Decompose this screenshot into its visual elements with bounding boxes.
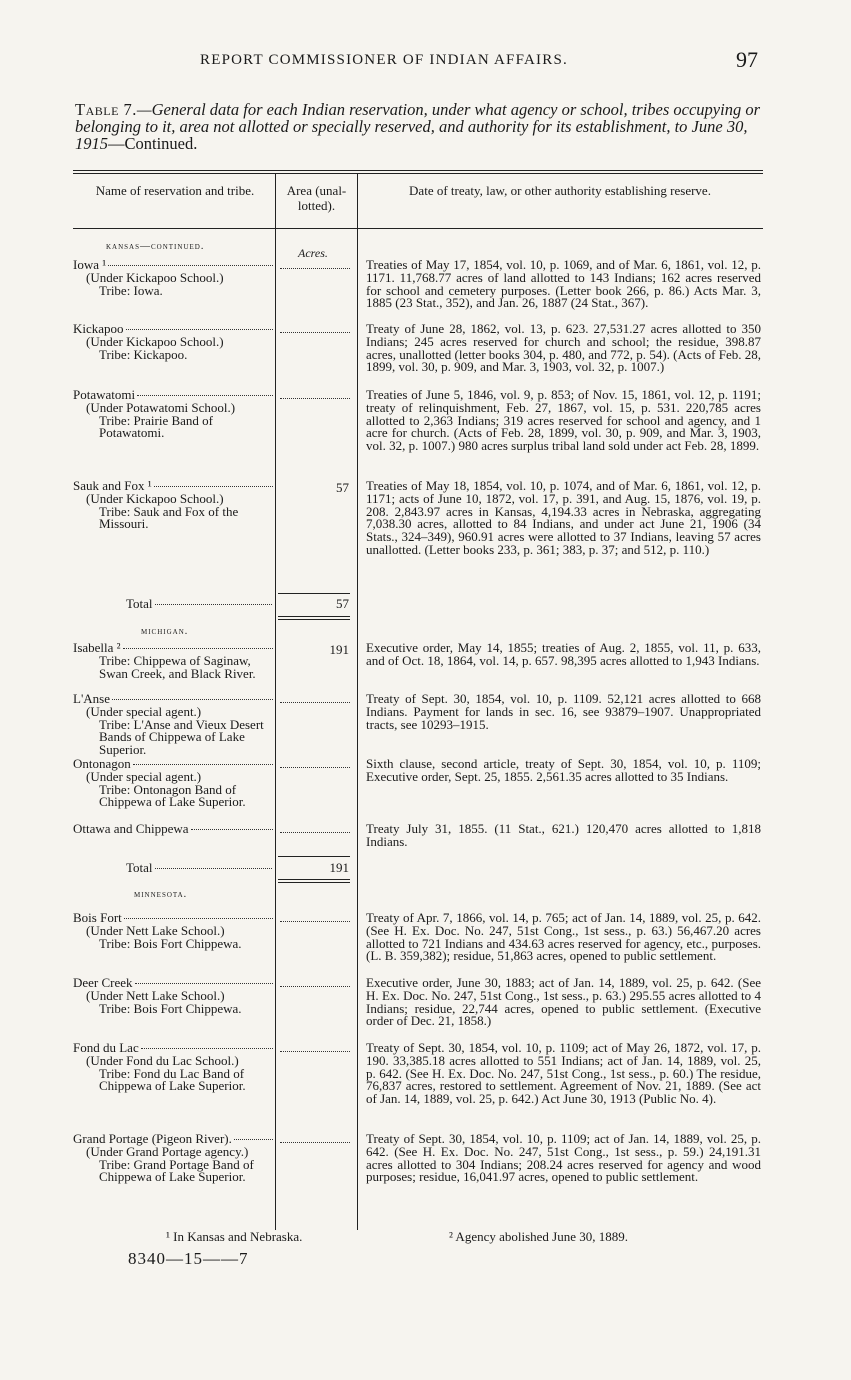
table-label: Table 7. xyxy=(75,100,137,119)
authority-text: Executive order, May 14, 1855; treaties of Aug. 2, 1855, vol. 11, p. 633, and of Oct. 18, 1864, vol. 14, p. 657. 98,395 acres allotted to 1,943 Indians. xyxy=(366,640,761,668)
area-leader-dots xyxy=(280,1142,350,1143)
running-head: REPORT COMMISSIONER OF INDIAN AFFAIRS. xyxy=(200,52,568,68)
reservation-name: Fond du Lac xyxy=(73,1040,139,1055)
agency-line: (Under Grand Portage agency.) xyxy=(86,1143,249,1159)
total-label xyxy=(126,596,272,612)
table-top-rule-2 xyxy=(73,173,763,174)
column-header-authority: Date of treaty, law, or other authority establishing reserve. xyxy=(409,183,711,198)
section-heading-michigan: michigan. xyxy=(141,626,189,637)
table-caption xyxy=(75,101,765,152)
agency-line: (Under special agent.) xyxy=(86,768,202,784)
total-label-text: Total xyxy=(126,860,153,875)
agency-line: (Under Potawatomi School.) xyxy=(86,399,236,415)
total-label-text: Total xyxy=(126,596,153,611)
tribe-line: Tribe: Bois Fort Chippewa. xyxy=(99,935,242,951)
reservation-entry xyxy=(73,977,273,1015)
area-leader-dots xyxy=(280,268,350,269)
area-leader-dots xyxy=(280,332,350,333)
authority-text: Treaty of June 28, 1862, vol. 13, p. 623. 27,531.27 acres allotted to 350 Indians; 245 acres reserved for church and school; the residue, 398.87 acres, unallotted (letter books 304, p. 480, and 772, p. 54). (Acts of Feb. 28, 1899, vol. 30, p. 909, and Mar. 3, 1903, vol. 32, p. 1007.) xyxy=(366,321,761,375)
header-bottom-rule xyxy=(73,228,763,229)
total-rule-under-2 xyxy=(278,619,350,620)
agency-line: (Under Nett Lake School.) xyxy=(86,987,225,1003)
authority-text: Treaties of June 5, 1846, vol. 9, p. 853; of Nov. 15, 1861, vol. 12, p. 1191; treaty of relinquishment, Feb. 27, 1867, vol. 15, p. 531. 220,785 acres allotted to 2,363 Indians; 319 acres reserved for school and agency, and 1 acre for church. (Acts of Feb. 28, 1899, vol. 30, p. 909, and Mar. 3, 1903, vol. 32, p. 1007.) 980 acres surplus tribal land sold under act Feb. 28, 1899. xyxy=(366,387,761,454)
area-leader-dots xyxy=(280,921,350,922)
total-rule xyxy=(278,593,350,594)
tribe-line: Tribe: L'Anse and Vieux Desert Bands of Chippewa of Lake Superior. xyxy=(99,716,264,758)
reservation-name: Ontonagon xyxy=(73,756,131,771)
reservation-name: Bois Fort xyxy=(73,910,122,925)
reservation-name: Iowa ¹ xyxy=(73,257,107,272)
tribe-line: Tribe: Grand Portage Band of Chippewa of Lake Superior. xyxy=(99,1156,254,1185)
authority-text: Treaty of Apr. 7, 1866, vol. 14, p. 765; act of Jan. 14, 1889, vol. 25, p. 642. (See H. Ex. Doc. No. 247, 51st Cong., 1st sess., p. 63.) 56,467.20 acres allotted to 721 Indians and 434.63 acres reserved for agency, etc., purposes. (L. B. 359,382); residue, 51,863 acres, opened to public settlement. xyxy=(366,910,761,964)
reservation-entry xyxy=(73,323,273,361)
authority-text: Treaty July 31, 1855. (11 Stat., 621.) 120,470 acres allotted to 1,818 Indians. xyxy=(366,821,761,849)
column-header-name: Name of reservation and tribe. xyxy=(95,183,255,198)
area-value: 57 xyxy=(336,480,349,495)
authority-text: Treaty of Sept. 30, 1854, vol. 10, p. 1109; act of Jan. 14, 1889, vol. 25, p. 642. (See H. Ex. Doc. No. 247, 51st Cong., 1st sess., p. 59.) 24,191.31 acres allotted to 304 Indians; 208.24 acres reserved for agency and wood purposes; residue, 16,041.97 acres, opened to public settlement. xyxy=(366,1131,761,1185)
total-value: 191 xyxy=(329,860,349,875)
area-leader-dots xyxy=(280,398,350,399)
column-divider-1 xyxy=(275,173,276,1230)
reservation-name: Deer Creek xyxy=(73,975,133,990)
table-top-rule xyxy=(73,170,763,171)
column-divider-2 xyxy=(357,173,358,1230)
authority-text: Treaties of May 17, 1854, vol. 10, p. 1069, and of Mar. 6, 1861, vol. 12, p. 1171. 11,768.77 acres of land allotted to 143 Indians; 162 acres reserved for school and cemetery purposes. (Letter book 266, p. 86.) Acts Mar. 3, 1885 (23 Stat., 352), and Jan. 26, 1887 (24 Stat., 367). xyxy=(366,257,761,311)
total-rule-under-2 xyxy=(278,882,350,883)
reservation-entry xyxy=(73,259,273,297)
reservation-entry xyxy=(73,389,273,440)
authority-text: Treaties of May 18, 1854, vol. 10, p. 1074, and of Mar. 6, 1861, vol. 12, p. 1171; acts of June 10, 1872, vol. 17, p. 391, and Aug. 15, 1876, vol. 19, p. 208. 2,843.97 acres in Kansas, 4,194.33 acres in Nebraska, aggregating 7,038.30 acres, allotted to 84 Indians, and under act June 21, 1906 (34 Stats., 324–349), 960.91 acres were allotted to 37 Indians, leaving 57 acres unallotted. (Letter books 233, p. 361; 383, p. 37; and 512, p. 110.) xyxy=(366,478,761,557)
reservation-entry xyxy=(73,1042,273,1093)
agency-line: (Under Kickapoo School.) xyxy=(86,333,224,349)
agency-line: (Under Nett Lake School.) xyxy=(86,922,225,938)
reservation-entry xyxy=(73,480,273,531)
authority-text: Treaty of Sept. 30, 1854, vol. 10, p. 1109; act of May 26, 1872, vol. 17, p. 190. 33,385.18 acres allotted to 551 Indians; act of Jan. 14, 1889, vol. 25, p. 642. (See H. Ex. Doc. No. 247, 51st Cong., 1st sess., p. 60.) The residue, 76,837 acres, restored to settlement. Agreement of Nov. 21, 1889. (See act of Jan. 14, 1889, vol. 25, p. 642.) Act June 30, 1913 (Public No. 4). xyxy=(366,1040,761,1107)
total-value: 57 xyxy=(336,596,349,611)
tribe-line: Tribe: Bois Fort Chippewa. xyxy=(99,1000,242,1016)
table-caption-suffix: —Continued. xyxy=(108,134,198,153)
agency-line: (Under Kickapoo School.) xyxy=(86,490,224,506)
column-header-area: Area (unal-lotted). xyxy=(286,183,347,213)
area-leader-dots xyxy=(280,986,350,987)
reservation-name: Isabella ² xyxy=(73,640,121,655)
reservation-name: Ottawa and Chippewa xyxy=(73,821,189,836)
tribe-line: Tribe: Chippewa of Saginaw, Swan Creek, and Black River. xyxy=(99,652,256,681)
agency-line: (Under special agent.) xyxy=(86,703,202,719)
authority-text: Treaty of Sept. 30, 1854, vol. 10, p. 1109. 52,121 acres allotted to 668 Indians. Payment for lands in sec. 16, see 93879–1907. Unappropriated tracts, see 10293–1915. xyxy=(366,691,761,732)
tribe-line: Tribe: Fond du Lac Band of Chippewa of Lake Superior. xyxy=(99,1065,246,1094)
area-leader-dots xyxy=(280,832,350,833)
tribe-line: Tribe: Kickapoo. xyxy=(99,346,188,362)
authority-text: Sixth clause, second article, treaty of Sept. 30, 1854, vol. 10, p. 1109; Executive order, Sept. 25, 1855. 2,561.35 acres allotted to 35 Indians. xyxy=(366,756,761,784)
footnote-1: ¹ In Kansas and Nebraska. xyxy=(166,1229,303,1244)
tribe-line: Tribe: Prairie Band of Potawatomi. xyxy=(99,412,213,441)
acres-unit-label: Acres. xyxy=(298,246,328,260)
section-heading-kansas: kansas—continued. xyxy=(106,241,205,252)
total-rule-under xyxy=(278,879,350,880)
table-caption-text: —General data for each Indian reservation, under what agency or school, tribes occupying or belonging to it, area not allotted or specially reserved, and authority for its establishment, to June 30, 1915 xyxy=(75,100,761,153)
section-heading-minnesota: minnesota. xyxy=(134,889,188,900)
total-rule xyxy=(278,856,350,857)
agency-line: (Under Fond du Lac School.) xyxy=(86,1052,239,1068)
tribe-line: Tribe: Iowa. xyxy=(99,282,163,298)
reservation-name: L'Anse xyxy=(73,691,111,706)
tribe-line: Tribe: Sauk and Fox of the Missouri. xyxy=(99,503,239,532)
page-number: 97 xyxy=(736,47,758,72)
reservation-entry xyxy=(73,642,273,680)
reservation-entry xyxy=(73,693,273,757)
area-leader-dots xyxy=(280,1051,350,1052)
reservation-name: Sauk and Fox ¹ xyxy=(73,478,152,493)
footnote-2: ² Agency abolished June 30, 1889. xyxy=(449,1229,629,1244)
signature-mark: 8340—15——7 xyxy=(128,1249,249,1268)
reservation-entry xyxy=(73,823,273,836)
reservation-entry xyxy=(73,1133,273,1184)
area-leader-dots xyxy=(280,702,350,703)
agency-line: (Under Kickapoo School.) xyxy=(86,269,224,285)
reservation-name: Grand Portage (Pigeon River). xyxy=(73,1131,232,1146)
reservation-entry xyxy=(73,758,273,809)
total-rule-under xyxy=(278,616,350,617)
authority-text: Executive order, June 30, 1883; act of Jan. 14, 1889, vol. 25, p. 642. (See H. Ex. Doc. No. 247, 51st Cong., 1st sess., p. 63.) 295.55 acres allotted to 4 Indians; residue, 22,744 acres, opened to public settlement. (Executive order of Dec. 21, 1858.) xyxy=(366,975,761,1029)
area-value: 191 xyxy=(329,642,349,657)
area-leader-dots xyxy=(280,767,350,768)
reservation-name: Potawatomi xyxy=(73,387,136,402)
reservation-name: Kickapoo xyxy=(73,321,124,336)
tribe-line: Tribe: Ontonagon Band of Chippewa of Lake Superior. xyxy=(99,781,246,810)
reservation-entry xyxy=(73,912,273,950)
total-label xyxy=(126,860,272,876)
